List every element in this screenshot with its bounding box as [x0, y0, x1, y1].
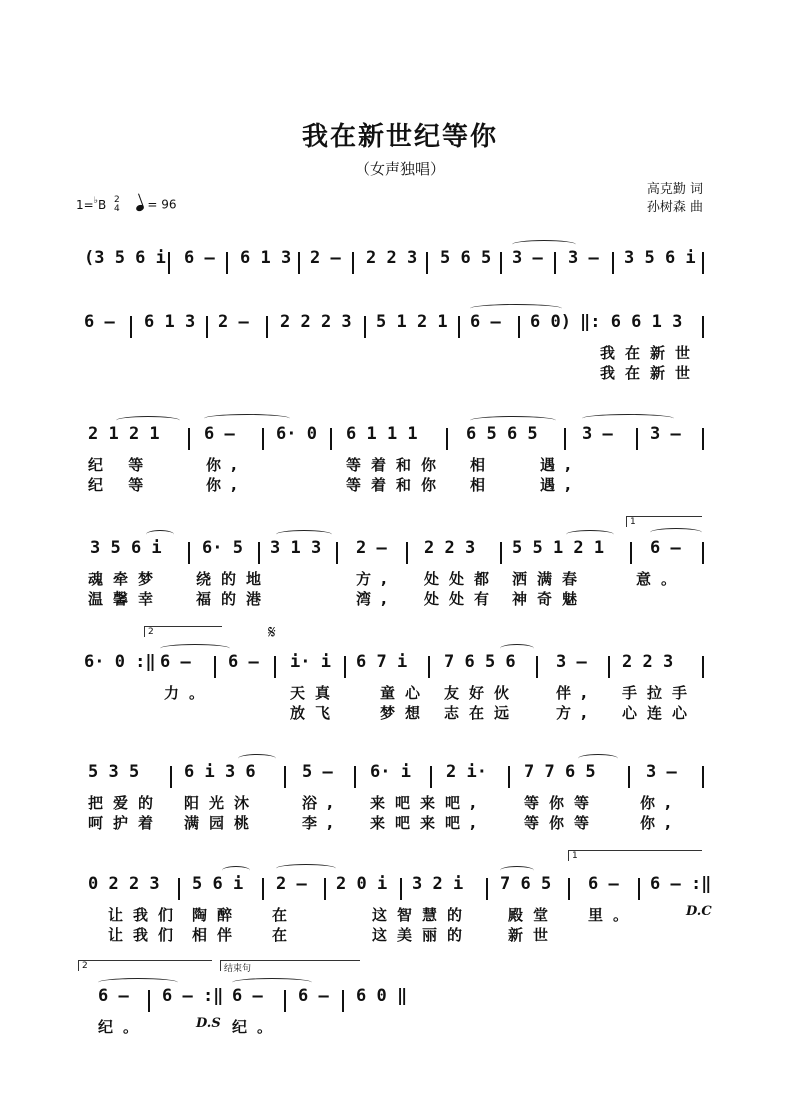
credits — [647, 181, 703, 217]
dc-mark: D.C — [686, 904, 712, 919]
bar-line — [406, 542, 408, 564]
bar-line — [702, 316, 704, 338]
bar-line — [500, 252, 502, 274]
lyric: 你, — [640, 814, 681, 832]
key-note: B — [97, 198, 107, 212]
bar-line — [638, 878, 640, 900]
lyric: 来吧来吧, — [370, 814, 486, 832]
lyric: 你, — [640, 794, 681, 812]
measure: 5 6 i — [192, 874, 244, 894]
bar-line — [258, 542, 260, 564]
bar-line — [298, 252, 300, 274]
first-ending: 1 — [626, 516, 702, 527]
measure: 6 – — [588, 874, 619, 894]
measure: 3 5 6 i — [624, 248, 696, 268]
measure: 6 i 3 6 — [184, 762, 256, 782]
slur — [470, 304, 562, 313]
lyric: 这美丽的 — [372, 926, 473, 944]
bar-line — [702, 656, 704, 678]
slur — [276, 864, 336, 873]
bar-line — [170, 766, 172, 788]
slur — [276, 530, 332, 539]
measure: 7 7 6 5 — [524, 762, 596, 782]
bar-line — [500, 542, 502, 564]
measure: 6 1 3 — [144, 312, 196, 332]
lyric: 把爱的 — [88, 794, 164, 812]
key-tempo — [76, 196, 177, 214]
measure: 2 – — [218, 312, 249, 332]
measure: 6 – — [184, 248, 215, 268]
bar-line — [702, 766, 704, 788]
bar-line — [178, 878, 180, 900]
measure: 6· 0 :‖ — [84, 652, 156, 672]
slur — [204, 414, 290, 423]
lyric: 陶醉 — [192, 906, 243, 924]
measure: 6 – — [98, 986, 129, 1006]
bar-line — [354, 766, 356, 788]
measure: 6 – :‖ — [650, 874, 712, 894]
measure: (3 5 6 i — [84, 248, 166, 268]
measure: 2 2 3 — [622, 652, 674, 672]
measure: 2 – — [310, 248, 341, 268]
measure: 2 – — [356, 538, 387, 558]
measure: 6 – — [650, 538, 681, 558]
notes-row — [0, 652, 800, 680]
slur — [582, 414, 674, 423]
notes-row — [0, 248, 800, 276]
measure: 5 5 1 2 1 — [512, 538, 605, 558]
bar-line — [206, 316, 208, 338]
lyric: 福的港 — [196, 590, 272, 608]
bar-line — [284, 990, 286, 1012]
lyric: 纪 等 — [88, 456, 154, 474]
second-ending: 2 — [144, 626, 222, 637]
measure: 3 2 i — [412, 874, 464, 894]
bar-line — [568, 878, 570, 900]
song-title: 我在新世纪等你 — [301, 122, 498, 152]
bar-line — [608, 656, 610, 678]
bar-line — [636, 428, 638, 450]
bar-line — [554, 252, 556, 274]
lyric: 伴, — [556, 684, 597, 702]
slur — [470, 416, 556, 425]
song-subtitle: （女声独唱） — [354, 160, 445, 178]
lyric: 等着和你 — [346, 476, 447, 494]
lyric: 新世 — [508, 926, 559, 944]
bar-line — [628, 766, 630, 788]
measure: 3 – — [650, 424, 681, 444]
lyric: 我在新世 — [600, 364, 701, 382]
measure: 2 2 2 3 — [280, 312, 352, 332]
slur — [512, 240, 576, 249]
measure: 2 2 3 — [366, 248, 418, 268]
measure: 6 – — [204, 424, 235, 444]
segno-icon: 𝄋 — [268, 622, 276, 643]
lyric: 友好伙 — [444, 684, 520, 702]
lyric: 天真 — [290, 684, 341, 702]
measure: 7 6 5 6 — [444, 652, 516, 672]
lyric: 在 — [272, 906, 298, 924]
measure: 3 – — [646, 762, 677, 782]
first-ending: 1 — [568, 850, 702, 861]
bar-line — [630, 542, 632, 564]
lyric: 你, — [206, 456, 247, 474]
quarter-note-icon — [135, 203, 145, 211]
lyric: 洒满春 — [512, 570, 588, 588]
bar-line — [508, 766, 510, 788]
slur — [566, 530, 614, 539]
lyric: 童心 — [380, 684, 431, 702]
measure: 2 – — [276, 874, 307, 894]
slur — [232, 978, 312, 987]
bar-line — [400, 878, 402, 900]
bar-line — [342, 990, 344, 1012]
flat-sign: ♭ — [93, 196, 98, 206]
lyric: 李, — [302, 814, 343, 832]
lyric: 温馨幸 — [88, 590, 164, 608]
bar-line — [352, 252, 354, 274]
lyric: 处处都 — [424, 570, 500, 588]
notes-row — [0, 986, 800, 1014]
bar-line — [168, 252, 170, 274]
bar-line — [428, 656, 430, 678]
lyric: 阳光沐 — [184, 794, 260, 812]
lyric: 等着和你 — [346, 456, 447, 474]
lyric: 意。 — [636, 570, 687, 588]
bar-line — [612, 252, 614, 274]
bar-line — [324, 878, 326, 900]
lyric: 来吧来吧, — [370, 794, 486, 812]
measure: 3 – — [568, 248, 599, 268]
lyric: 志在远 — [444, 704, 520, 722]
bar-line — [188, 542, 190, 564]
measure: 3 – — [582, 424, 613, 444]
measure: 6 1 1 1 — [346, 424, 418, 444]
bar-line — [274, 656, 276, 678]
lyric: 遇, — [540, 456, 581, 474]
bar-line — [284, 766, 286, 788]
measure: 5 3 5 — [88, 762, 140, 782]
lyric: 让我们 — [108, 906, 184, 924]
bar-line — [458, 316, 460, 338]
lyric: 纪。 — [98, 1018, 149, 1036]
measure: 3 5 6 i — [90, 538, 162, 558]
lyric: 相伴 — [192, 926, 243, 944]
ds-mark: D.S — [196, 1016, 221, 1031]
lyric: 呵护着 — [88, 814, 164, 832]
lyric: 满园桃 — [184, 814, 260, 832]
lyric: 里。 — [588, 906, 639, 924]
measure: 6 – — [298, 986, 329, 1006]
measure: 6· i — [370, 762, 411, 782]
bar-line — [702, 252, 704, 274]
tempo-value: = 96 — [147, 197, 177, 212]
lyric: 等你等 — [524, 814, 600, 832]
notes-row — [0, 874, 800, 902]
lyric: 梦想 — [380, 704, 431, 722]
time-bottom: 4 — [114, 204, 120, 214]
slur — [500, 866, 534, 875]
bar-line — [564, 428, 566, 450]
bar-line — [266, 316, 268, 338]
lyric: 我在新世 — [600, 344, 701, 362]
measure: 6 0) — [530, 312, 571, 332]
measure: 6· 5 — [202, 538, 243, 558]
lyric: 殿堂 — [508, 906, 559, 924]
lyric: 浴, — [302, 794, 343, 812]
slur — [222, 866, 250, 875]
lyric: 力。 — [164, 684, 215, 702]
lyric: 魂牵梦 — [88, 570, 164, 588]
bar-line — [226, 252, 228, 274]
slur — [238, 754, 276, 763]
key-label: 1= — [76, 198, 94, 212]
bar-line — [344, 656, 346, 678]
measure: 6 0 ‖ — [356, 986, 408, 1006]
slur — [500, 644, 534, 653]
measure: 6 7 i — [356, 652, 408, 672]
measure: 6 – — [232, 986, 263, 1006]
bar-line — [702, 428, 704, 450]
bar-line — [214, 656, 216, 678]
time-signature — [114, 196, 120, 214]
measure: ‖: 6 6 1 3 — [580, 312, 683, 332]
measure: 0 2 2 3 — [88, 874, 160, 894]
lyric: 放飞 — [290, 704, 341, 722]
bar-line — [430, 766, 432, 788]
bar-line — [130, 316, 132, 338]
bar-line — [486, 878, 488, 900]
composer-credit: 孙树森 曲 — [646, 200, 703, 215]
lyric: 相 — [470, 456, 496, 474]
measure: 5 1 2 1 — [376, 312, 448, 332]
measure: 5 6 5 — [440, 248, 492, 268]
measure: 6 – — [160, 652, 191, 672]
lyric: 绕的地 — [196, 570, 272, 588]
coda-ending: 结束句 — [220, 960, 360, 971]
lyric: 让我们 — [108, 926, 184, 944]
lyricist-credit: 高克勤 词 — [646, 182, 703, 197]
measure: 6· 0 — [276, 424, 317, 444]
second-ending: 2 — [78, 960, 212, 971]
slur — [160, 644, 230, 653]
slur — [98, 978, 178, 987]
lyric: 手拉手 — [622, 684, 698, 702]
lyric: 方, — [356, 570, 397, 588]
lyric: 等你等 — [524, 794, 600, 812]
measure: 2 2 3 — [424, 538, 476, 558]
bar-line — [148, 990, 150, 1012]
measure: 3 – — [556, 652, 587, 672]
lyric: 纪 等 — [88, 476, 154, 494]
bar-line — [426, 252, 428, 274]
measure: 7 6 5 — [500, 874, 552, 894]
notes-row — [0, 538, 800, 566]
bar-line — [364, 316, 366, 338]
bar-line — [188, 428, 190, 450]
lyric: 相 — [470, 476, 496, 494]
measure: i· i — [290, 652, 331, 672]
slur — [578, 754, 618, 763]
lyric: 心连心 — [622, 704, 698, 722]
measure: 2 1 2 1 — [88, 424, 160, 444]
measure: 6 – :‖ — [162, 986, 224, 1006]
lyric: 方, — [556, 704, 597, 722]
bar-line — [518, 316, 520, 338]
time-top: 2 — [114, 195, 120, 205]
notes-row — [0, 312, 800, 340]
measure: 3 1 3 — [270, 538, 322, 558]
measure: 5 – — [302, 762, 333, 782]
measure: 6 – — [228, 652, 259, 672]
measure: 6 1 3 — [240, 248, 292, 268]
lyric: 处处有 — [424, 590, 500, 608]
slur — [650, 528, 702, 537]
measure: 6 5 6 5 — [466, 424, 538, 444]
bar-line — [330, 428, 332, 450]
measure: 2 0 i — [336, 874, 388, 894]
measure: 6 – — [470, 312, 501, 332]
lyric: 遇, — [540, 476, 581, 494]
notes-row — [0, 424, 800, 452]
measure: 2 i· — [446, 762, 487, 782]
lyric: 湾, — [356, 590, 397, 608]
bar-line — [446, 428, 448, 450]
bar-line — [702, 542, 704, 564]
lyric: 这智慧的 — [372, 906, 473, 924]
lyric: 纪。 — [232, 1018, 283, 1036]
notes-row — [0, 762, 800, 790]
bar-line — [536, 656, 538, 678]
slur — [116, 416, 180, 425]
bar-line — [262, 428, 264, 450]
lyric: 在 — [272, 926, 298, 944]
bar-line — [336, 542, 338, 564]
measure: 6 – — [84, 312, 115, 332]
slur — [146, 530, 174, 539]
lyric: 神奇魅 — [512, 590, 588, 608]
bar-line — [262, 878, 264, 900]
measure: 3 – — [512, 248, 543, 268]
lyric: 你, — [206, 476, 247, 494]
